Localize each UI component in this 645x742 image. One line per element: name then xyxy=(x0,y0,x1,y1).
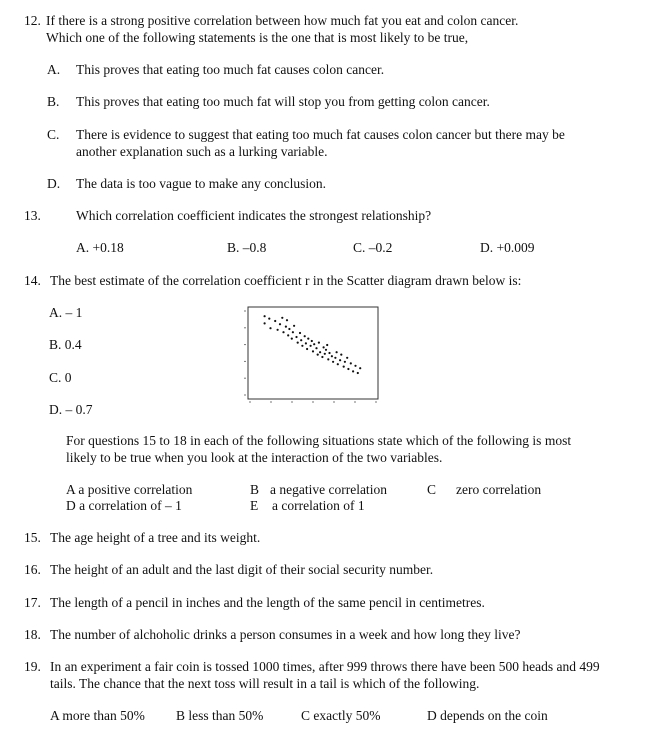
scatter-point-22 xyxy=(305,342,307,344)
scatter-point-53 xyxy=(357,372,359,374)
scatter-point-50 xyxy=(350,362,352,364)
q12-option-b-letter: B. xyxy=(47,94,60,109)
q15-text: The age height of a tree and its weight. xyxy=(50,530,261,545)
scatter-point-21 xyxy=(304,335,306,337)
q14-option-a: A. – 1 xyxy=(49,305,83,320)
scatter-point-24 xyxy=(307,338,309,340)
scatter-point-34 xyxy=(323,346,325,348)
choice-d: D a correlation of – 1 xyxy=(66,498,182,513)
scatter-point-12 xyxy=(288,328,290,330)
q19-option-b: B less than 50% xyxy=(176,708,264,723)
scatter-point-54 xyxy=(359,367,361,369)
scatter-point-44 xyxy=(339,359,341,361)
scatter-point-42 xyxy=(336,351,338,353)
scatter-points xyxy=(264,315,362,374)
scatter-point-46 xyxy=(343,366,345,368)
q12-option-b-text: This proves that eating too much fat will stop you from getting colon cancer. xyxy=(76,94,490,109)
q16-number: 16. xyxy=(24,562,41,577)
q14-option-b: B. 0.4 xyxy=(49,337,82,352)
scatter-point-7 xyxy=(279,323,281,325)
scatter-point-9 xyxy=(282,331,284,333)
q12-option-d-text: The data is too vague to make any conclusion. xyxy=(76,176,327,191)
q19-number: 19. xyxy=(24,659,41,674)
q12-number: 12. xyxy=(24,13,41,28)
choice-e: a correlation of 1 xyxy=(272,498,365,513)
q16-text: The height of an adult and the last digit of their social security number. xyxy=(50,562,434,577)
q17-number: 17. xyxy=(24,595,41,610)
scatter-point-30 xyxy=(317,354,319,356)
q12-option-c-text-line1: There is evidence to suggest that eating too much fat causes colon cancer but there may be xyxy=(76,127,565,142)
q13-stem: Which correlation coefficient indicates the strongest relationship? xyxy=(76,208,432,223)
q12-option-a-letter: A. xyxy=(47,62,61,77)
q19-line1: In an experiment a fair coin is tossed 1000 times, after 999 throws there have been 500 heads and 499 xyxy=(50,659,600,674)
scatter-point-52 xyxy=(354,365,356,367)
scatter-point-1 xyxy=(264,315,266,317)
q19-option-c: C exactly 50% xyxy=(301,708,381,723)
q12-stem-line1: If there is a strong positive correlation between how much fat you eat and colon cancer. xyxy=(46,13,519,28)
intro-line2: likely to be true when you look at the interaction of the two variables. xyxy=(66,450,443,465)
scatter-point-33 xyxy=(321,356,323,358)
q12-stem-line2: Which one of the following statements is the one that is most likely to be true, xyxy=(46,30,469,45)
q14-option-d: D. – 0.7 xyxy=(49,402,93,417)
q19-option-a: A more than 50% xyxy=(50,708,145,723)
q13-option-d: D. +0.009 xyxy=(480,240,535,255)
q12-option-a-text: This proves that eating too much fat causes colon cancer. xyxy=(76,62,385,77)
scatter-point-25 xyxy=(310,345,312,347)
scatter-point-15 xyxy=(293,325,295,327)
choice-e-letter: E xyxy=(250,498,259,513)
scatter-point-4 xyxy=(269,327,271,329)
q13-option-b: B. –0.8 xyxy=(227,240,267,255)
choice-b-letter: B xyxy=(250,482,260,497)
q14-option-c: C. 0 xyxy=(49,370,72,385)
choice-a: A a positive correlation xyxy=(66,482,193,497)
scatter-point-36 xyxy=(325,349,327,351)
scatter-point-40 xyxy=(332,361,334,363)
scatter-point-39 xyxy=(331,355,333,357)
scatter-point-49 xyxy=(347,368,349,370)
scatter-point-35 xyxy=(324,353,326,355)
choice-b: a negative correlation xyxy=(270,482,387,497)
q17-text: The length of a pencil in inches and the length of the same pencil in centimetres. xyxy=(50,595,485,610)
scatter-point-37 xyxy=(327,358,329,360)
scatter-point-55 xyxy=(326,344,328,346)
q14-number: 14. xyxy=(24,273,41,288)
scatter-point-19 xyxy=(300,339,302,341)
q18-text: The number of alchoholic drinks a person consumes in a week and how long they live? xyxy=(50,627,521,642)
scatter-point-47 xyxy=(344,361,346,363)
scatter-point-26 xyxy=(311,340,313,342)
q19-option-d: D depends on the coin xyxy=(427,708,548,723)
q13-option-a: A. +0.18 xyxy=(76,240,124,255)
scatter-point-2 xyxy=(264,322,266,324)
scatter-point-3 xyxy=(268,318,270,320)
intro-line1: For questions 15 to 18 in each of the following situations state which of the following is most xyxy=(66,433,572,448)
scatter-axis-ticks xyxy=(244,311,376,403)
q12-option-c-text-line2: another explanation such as a lurking variable. xyxy=(76,144,328,159)
scatter-frame xyxy=(248,307,378,399)
scatter-point-23 xyxy=(306,348,308,350)
scatter-point-27 xyxy=(312,350,314,352)
scatter-point-29 xyxy=(315,347,317,349)
q18-number: 18. xyxy=(24,627,41,642)
scatter-point-48 xyxy=(346,357,348,359)
scatter-point-5 xyxy=(274,320,276,322)
scatter-point-18 xyxy=(299,332,301,334)
q15-number: 15. xyxy=(24,530,41,545)
choice-c-letter: C xyxy=(427,482,437,497)
scatter-point-41 xyxy=(334,357,336,359)
q19-line2: tails. The chance that the next toss will result in a tail is which of the following. xyxy=(50,676,480,691)
scatter-point-32 xyxy=(319,351,321,353)
q13-option-c: C. –0.2 xyxy=(353,240,393,255)
scatter-point-56 xyxy=(286,319,288,321)
scatter-point-16 xyxy=(295,336,297,338)
scatter-point-45 xyxy=(340,354,342,356)
q12-option-d-letter: D. xyxy=(47,176,61,191)
scatter-point-11 xyxy=(287,334,289,336)
scatter-point-43 xyxy=(337,363,339,365)
scatter-point-51 xyxy=(352,370,354,372)
scatter-point-20 xyxy=(301,345,303,347)
scatter-point-8 xyxy=(281,317,283,319)
choice-c: zero correlation xyxy=(456,482,542,497)
scatter-point-14 xyxy=(292,331,294,333)
scatter-point-10 xyxy=(285,326,287,328)
scatter-point-31 xyxy=(318,342,320,344)
scatter-point-13 xyxy=(291,338,293,340)
scatter-point-6 xyxy=(277,329,279,331)
q13-number: 13. xyxy=(24,208,41,223)
q12-option-c-letter: C. xyxy=(47,127,60,142)
scatter-point-17 xyxy=(297,342,299,344)
scatter-point-38 xyxy=(328,352,330,354)
scatter-point-28 xyxy=(313,343,315,345)
q14-stem: The best estimate of the correlation coefficient r in the Scatter diagram drawn below is: xyxy=(50,273,522,288)
scatter-diagram xyxy=(238,304,383,410)
